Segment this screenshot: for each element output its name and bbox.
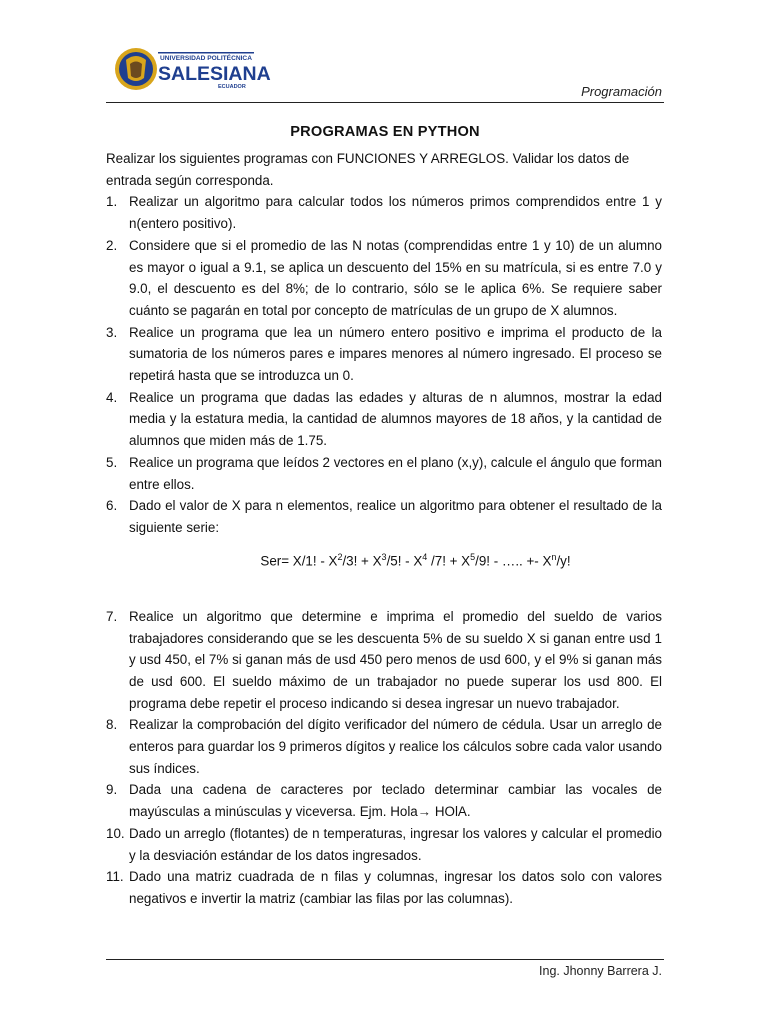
list-item: 1. Realizar un algoritmo para calcular todos los números primos comprendidos entre 1 y n(entero positivo).	[106, 194, 662, 232]
list-item: 6. Dado el valor de X para n elementos, realice un algoritmo para obtener el resultado de la siguiente serie: Ser= X/1! - $X^2/3$! + $X^3/5$! - $X^4$ /7! + $X^5/9$! - ….. +- $X^n/y$!	[106, 495, 662, 606]
list-item: 9. Dada una cadena de caracteres por teclado determinar cambiar las vocales de mayúsculas a minúsculas y viceversa. Ejm. Hola→ HOlA.	[106, 782, 662, 820]
course-label: Programación	[581, 84, 662, 99]
logo-graphic	[114, 46, 271, 92]
exercise-list	[106, 191, 662, 909]
footer-divider	[106, 959, 664, 960]
list-item: 5. Realice un programa que leídos 2 vectores en el plano (x,y), calcule el ángulo que forman entre ellos.	[106, 454, 662, 492]
intro-text: Realizar los siguientes programas con FUNCIONES Y ARREGLOS. Validar los datos de entrada según corresponda.	[106, 151, 630, 188]
document-body	[106, 148, 662, 910]
series-formula: Ser= X/1! - $X^2/3$! + $X^3/5$! - $X^4$ /7! + $X^5/9$! - ….. +- $X^n/y$!	[260, 551, 571, 569]
logo-top-text: UNIVERSIDAD POLITÉCNICA	[160, 55, 252, 62]
list-item: 2. Considere que si el promedio de las N notas (comprendidas entre 1 y 10) de un alumno es mayor o igual a 9.1, se aplica un descuento del 15% en su matrícula, si es entre 7.0 y 9.0, el descuento es del 8%; de lo contrario, sólo se le aplica 6%. Se requiere saber cuánto se pagarán en total por concepto de matrículas de un grupo de X alumnos.	[106, 237, 662, 318]
list-item: 11. Dado una matriz cuadrada de n filas y columnas, ingresar los datos solo con valores negativos e invertir la matriz (cambiar las filas por las columnas).	[106, 869, 662, 906]
header-divider	[106, 102, 664, 103]
author-footer: Ing. Jhonny Barrera J.	[539, 964, 662, 978]
list-item: 4. Realice un programa que dadas las edades y alturas de n alumnos, mostrar la edad media y la estatura media, la cantidad de alumnos mayores de 18 años, y la cantidad de alumnos que miden más de 1.75.	[106, 389, 662, 449]
list-item: 8. Realizar la comprobación del dígito verificador del número de cédula. Usar un arreglo de enteros para guardar los 9 primeros dígitos y realice los cálculos sobre cada valor usando sus índices.	[106, 717, 662, 776]
list-item: 3. Realice un programa que lea un número entero positivo e imprima el producto de la sumatoria de los números pares e impares menores al número ingresado. El proceso se repetirá hasta que se introduzca un 0.	[106, 324, 662, 384]
logo-sub-text: ECUADOR	[218, 84, 246, 90]
page-title: PROGRAMAS EN PYTHON	[290, 124, 480, 140]
list-item: 10. Dado un arreglo (flotantes) de n temperaturas, ingresar los valores y calcular el promedio y la desviación estándar de los datos ingresados.	[106, 825, 662, 863]
university-logo	[114, 46, 271, 92]
list-item: 7. Realice un algoritmo que determine e imprima el promedio del sueldo de varios trabajadores considerando que se les descuenta 5% de su sueldo X si ganan entre usd 1 y usd 450, el 7% si ganan más de usd 450 pero menos de usd 600, y el 9% si ganan más de usd 600. El sueldo máximo de un trabajador no puede superar los usd 800. El programa debe repetir el proceso indicando si desea ingresar un nuevo trabajador.	[106, 608, 662, 711]
logo-main-text: SALESIANA	[158, 63, 271, 85]
